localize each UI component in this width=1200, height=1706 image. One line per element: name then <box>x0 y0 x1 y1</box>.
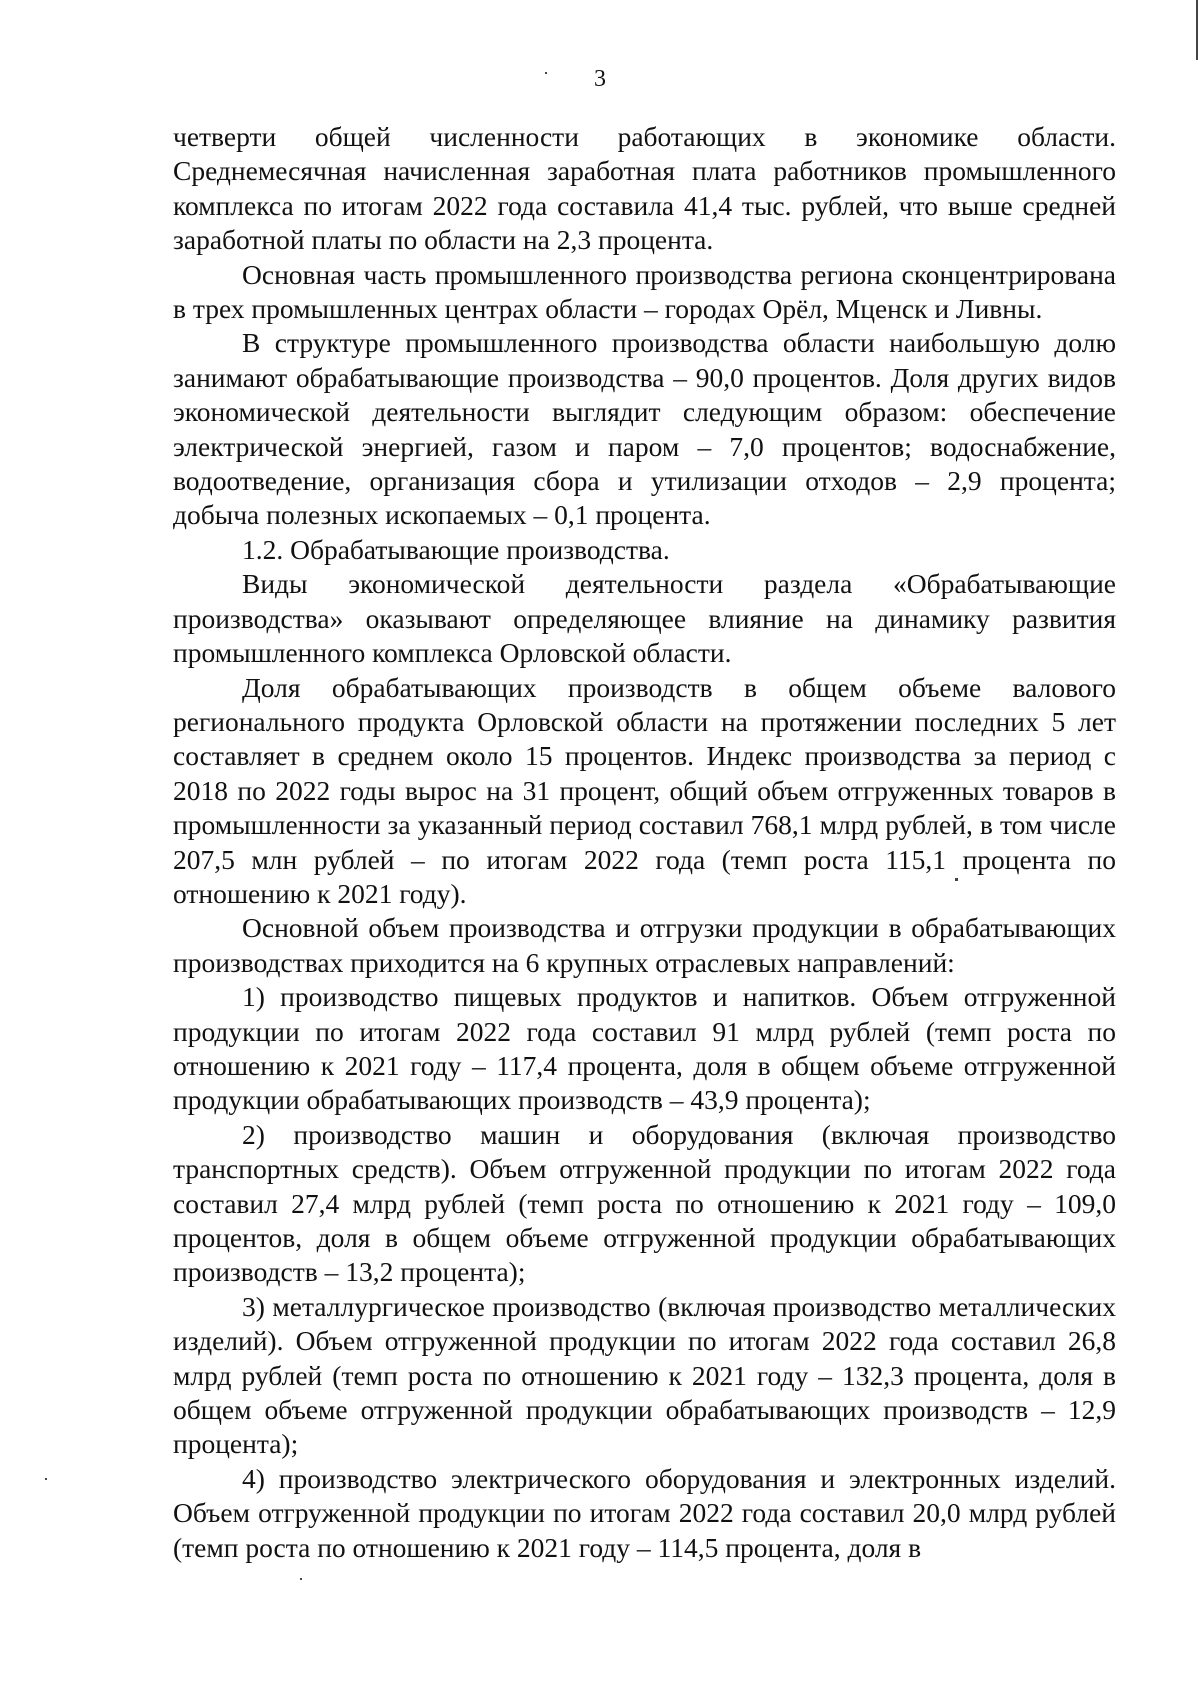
paragraph-continued: четверти общей численности работающих в экономике области. Среднемесячная начисленная заработная плата работников промышленного комплекса по итогам 2022 года составила 41,4 тыс. рублей, что выше средней заработной платы по области на 2,3 процента. <box>173 121 1116 256</box>
scan-dot-mark <box>545 72 547 74</box>
list-item-metallurgy: 3) металлургическое производство (включая производство металлических изделий). Объем отгруженной продукции по итогам 2022 года составил 26,8 млрд рублей (темп роста по отношению к 2021 году – 132,3 процента, доля в общем объеме отгруженной продукции обрабатывающих производств – 12,9 процента); <box>173 1290 1116 1460</box>
paragraph-main-directions: Основной объем производства и отгрузки продукции в обрабатывающих производствах приходится на 6 крупных отраслевых направлений: <box>173 912 1116 978</box>
section-heading-manufacturing: 1.2. Обрабатывающие производства. <box>242 533 670 565</box>
scan-dot-mark <box>45 1478 47 1480</box>
document-body <box>173 120 1116 1565</box>
list-item-food-production: 1) производство пищевых продуктов и напитков. Объем отгруженной продукции по итогам 2022 года составил 91 млрд рублей (темп роста по отношению к 2021 году – 117,4 процента, доля в общем объеме отгруженной продукции обрабатывающих производств – 43,9 процента); <box>173 981 1116 1116</box>
scan-dot-mark <box>955 878 958 881</box>
paragraph-manufacturing-influence: Виды экономической деятельности раздела «Обрабатывающие производства» оказывают определяющее влияние на динамику развития промышленного комплекса Орловской области. <box>173 568 1116 669</box>
paragraph-production-structure: В структуре промышленного производства области наибольшую долю занимают обрабатывающие производства – 90,0 процентов. Доля других видов экономической деятельности выглядит следующим образом: обеспечение электрической энергией, газом и паром – 7,0 процентов; водоснабжение, водоотведение, организация сбора и утилизации отходов – 2,9 процента; добыча полезных ископаемых – 0,1 процента. <box>173 327 1116 531</box>
list-item-machinery-production: 2) производство машин и оборудования (включая производство транспортных средств). Объем отгруженной продукции по итогам 2022 года составил 27,4 млрд рублей (темп роста по отношению к 2021 году – 109,0 процентов, доля в общем объеме отгруженной продукции обрабатывающих производств – 13,2 процента); <box>173 1118 1116 1288</box>
list-item-electrical-equipment: 4) производство электрического оборудования и электронных изделий. Объем отгруженной продукции по итогам 2022 года составил 20,0 млрд рублей (темп роста по отношению к 2021 году – 114,5 процента, доля в <box>173 1462 1116 1563</box>
scan-edge-mark <box>1196 0 1198 60</box>
scan-dot-mark <box>300 1578 302 1580</box>
paragraph-industrial-centers: Основная часть промышленного производства региона сконцентрирована в трех промышленных центрах области – городах Орёл, Мценск и Ливны. <box>173 258 1116 325</box>
paragraph-manufacturing-share: Доля обрабатывающих производств в общем объеме валового регионального продукта Орловской области на протяжении последних 5 лет составляет в среднем около 15 процентов. Индекс производства за период с 2018 по 2022 годы вырос на 31 процент, общий объем отгруженных товаров в промышленности за указанный период составил 768,1 млрд рублей, в том числе 207,5 млн рублей – по итогам 2022 года (темп роста 115,1 процента по отношению к 2021 году). <box>173 671 1116 909</box>
page-number: 3 <box>594 66 606 92</box>
